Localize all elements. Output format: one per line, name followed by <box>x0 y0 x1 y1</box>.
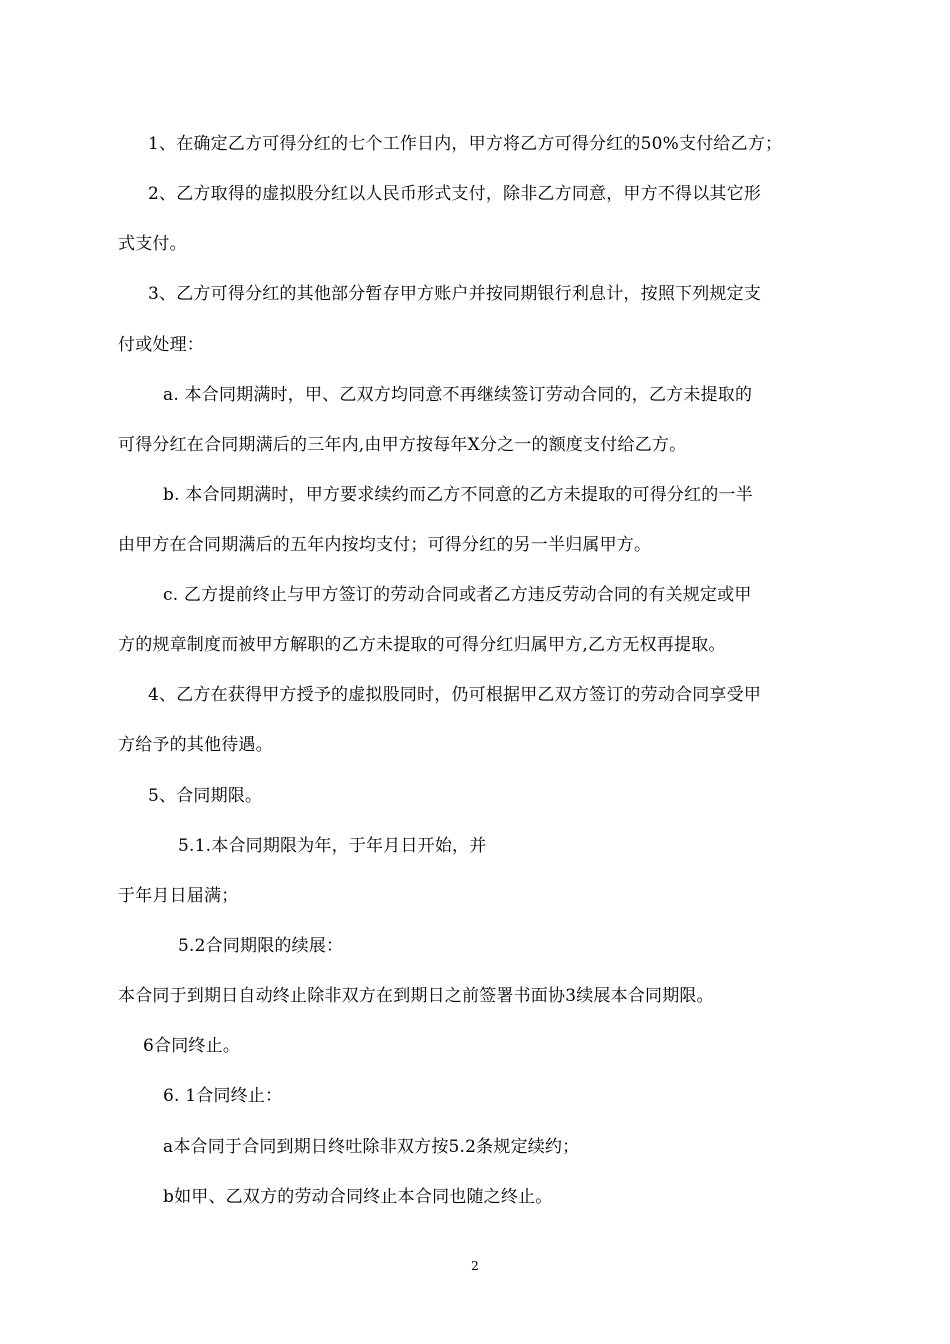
clause-3-line-2: 付或处理： <box>118 335 204 355</box>
clause-1-line: 1、在确定乙方可得分红的七个工作日内，甲方将乙方可得分红的50%支付给乙方； <box>148 134 783 154</box>
clause-5-2-body: 本合同于到期日自动终止除非双方在到期日之前签署书面协3续展本合同期限。 <box>118 986 714 1006</box>
clause-3c-line-1: c. 乙方提前终止与甲方签订的劳动合同或者乙方违反劳动合同的有关规定或甲 <box>163 585 752 605</box>
clause-5-heading: 5、合同期限。 <box>148 786 263 806</box>
clause-3b-line-1: b. 本合同期满时，甲方要求续约而乙方不同意的乙方未提取的可得分红的一半 <box>163 485 753 505</box>
clause-6-1b-line: b如甲、乙双方的劳动合同终止本合同也随之终止。 <box>163 1187 553 1207</box>
clause-5-1-line-1: 5.1.本合同期限为年，于年月日开始，并 <box>178 836 487 856</box>
clause-5-1-line-2: 于年月日届满； <box>118 886 239 906</box>
clause-6-1-heading: 6. 1合同终止： <box>163 1086 283 1106</box>
clause-6-1a-line: a本合同于合同到期日终吐除非双方按5.2条规定续约； <box>163 1137 580 1157</box>
clause-3-line-1: 3、乙方可得分红的其他部分暂存甲方账户并按同期银行利息计，按照下列规定支 <box>148 284 762 304</box>
clause-3a-line-1: a. 本合同期满时，甲、乙双方均同意不再继续签订劳动合同的，乙方未提取的 <box>163 385 753 405</box>
clause-2-line-1: 2、乙方取得的虚拟股分红以人民币形式支付，除非乙方同意，甲方不得以其它形 <box>148 184 762 204</box>
clause-6-heading: 6合同终止。 <box>143 1036 241 1056</box>
clause-3a-line-2: 可得分红在合同期满后的三年内,由甲方按每年X分之一的额度支付给乙方。 <box>118 435 687 455</box>
clause-3b-line-2: 由甲方在合同期满后的五年内按均支付；可得分红的另一半归属甲方。 <box>118 535 652 555</box>
clause-4-line-2: 方给予的其他待遇。 <box>118 735 273 755</box>
clause-3c-line-2: 方的规章制度而被甲方解职的乙方未提取的可得分红归属甲方,乙方无权再提取。 <box>118 635 726 655</box>
page-number: 2 <box>471 1259 479 1273</box>
clause-2-line-2: 式支付。 <box>118 234 187 254</box>
clause-4-line-1: 4、乙方在获得甲方授予的虚拟股同时，仍可根据甲乙双方签订的劳动合同享受甲 <box>148 685 762 705</box>
clause-5-2-heading: 5.2合同期限的续展： <box>178 936 344 956</box>
